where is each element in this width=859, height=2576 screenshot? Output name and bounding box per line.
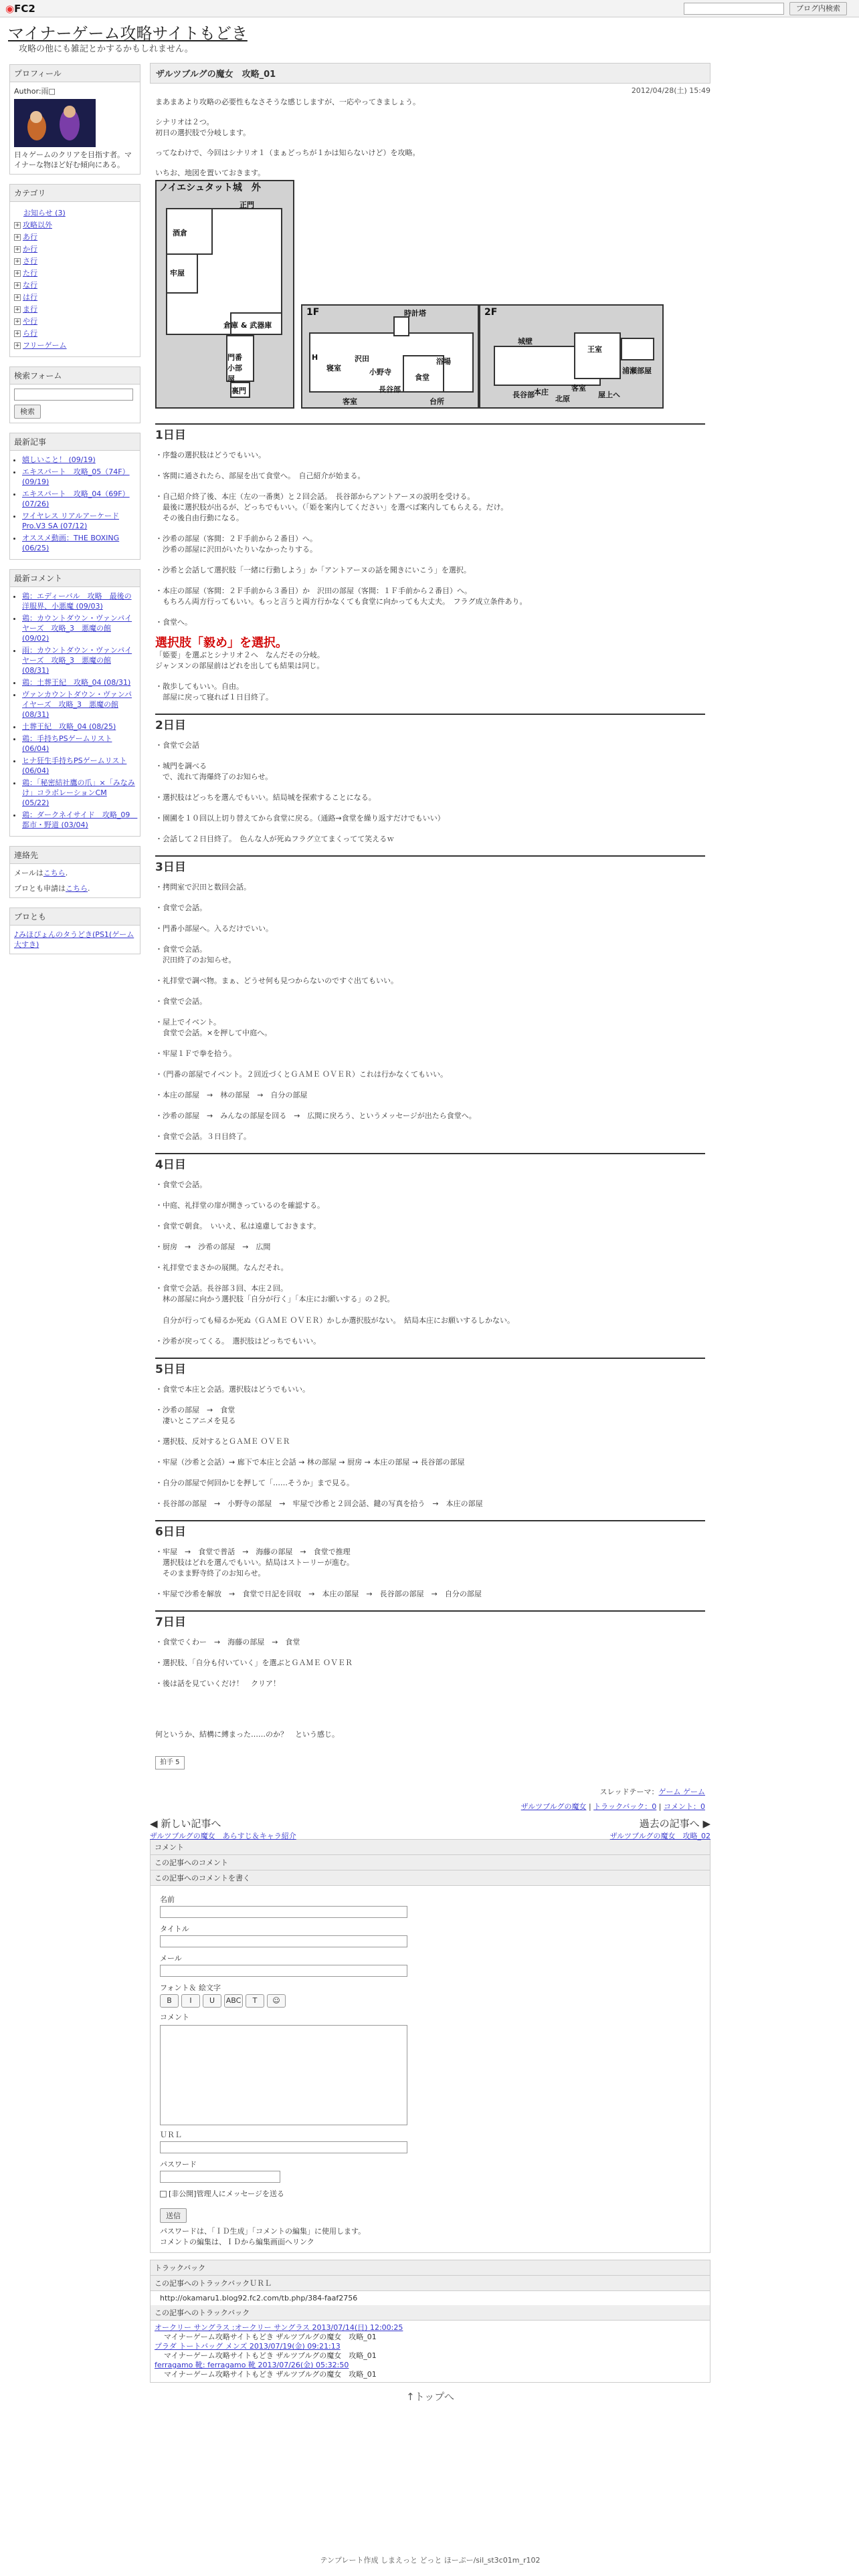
castle-outer-map [155,180,294,409]
category-item[interactable] [14,280,136,290]
map-label: 時計塔 [404,309,426,318]
list-item-link[interactable]: ヒナ狂生手持ちPSゲームリスト (06/04) [22,756,127,775]
entry-trackback-link[interactable]: トラックバック：0 [593,1802,657,1811]
contact-heading: 連絡先 [10,847,140,864]
footer: テンプレート作成 しまえっと どっと ほーぷー/sil_st3c01m_r102 [320,2556,541,2565]
recent-comments-heading: 最新コメント [10,570,140,587]
entry-title[interactable]: ザルツブルグの魔女 攻略_01 [150,63,710,84]
step-item: ・屋上でイベント。 食堂で会話。×を押して中庭へ。 [155,1018,272,1037]
brotomo-heading: ブロとも [10,908,140,926]
list-item [22,810,136,830]
map-label: 王室 [587,345,602,354]
sidebar [9,64,140,964]
list-item [22,613,136,643]
contact-box: 連絡先 メールはこちら. ブロとも申請はこちら. [9,846,140,898]
category-item[interactable] [14,292,136,302]
step-item: ・牢屋１Ｆで拳を拾う。 [155,1049,236,1058]
trackback-link[interactable]: オークリー サングラス :オークリー サングラス 2013/07/14(日) 12:00:25 [155,2323,403,2332]
category-link[interactable]: フリーゲーム [23,341,67,350]
list-item [22,778,136,808]
pager [150,1812,710,1839]
map-label: 正門 [240,201,254,209]
format-button[interactable]: T [246,1994,264,2008]
font-label: フォント＆ 絵文字 [160,1983,221,1992]
day-section [155,1610,705,1689]
step-item: ・牢屋 → 食堂で普話 → 海藤の部屋 → 食堂で推理 選択肢はどれを選んでもいい。結局はストーリーが進む。 そのまま野寺終了のお知らせ。 [155,1547,354,1578]
search-form-box [9,366,140,423]
step-item: ・食堂で朝食。 いいえ、私は遠慮しておきます。 [155,1222,321,1230]
comment-label: コメント [160,2013,189,2022]
list-item [22,591,136,611]
category-list [14,208,136,350]
step-item: ・選択肢、反対するとＧＡＭＥ ＯＶＥＲ [155,1437,290,1446]
mail-field[interactable] [160,1965,407,1977]
castle-map [155,180,705,413]
format-button[interactable]: ABC [224,1994,243,2008]
expand-icon[interactable]: + [15,234,20,241]
contact-brotomo-link[interactable]: こちら [66,884,88,893]
profile-box [9,64,140,175]
walkthrough-sections [155,423,705,1689]
list-item-link[interactable]: ヴァンカウントダウン・ヴァンパイヤーズ 攻略_3 悪魔の館 (08/31) [22,690,132,719]
step-item: ・沙希の部屋 → みんなの部屋を回る → 広間に戻ろう、というメッセージが出たら食堂へ。 [155,1111,476,1120]
map-label: 寝室 [326,364,341,372]
category-link[interactable]: ま行 [23,305,37,314]
clap-button[interactable]: 拍手 5 [155,1756,185,1769]
list-item [22,756,136,776]
brotomo-link[interactable]: ♪みほぴょんのタうどき(PS1(ゲーム大すき) [14,930,134,949]
day-section [155,855,705,1142]
category-item[interactable] [14,256,136,266]
entry-body [150,97,710,1812]
map-label: 倉庫 & 武器庫 [223,321,272,330]
step-item: ・礼拝堂で調べ物。まぁ、どうせ何も見つからないのですぐ出てもいい。 [155,976,398,985]
step-item: ・自己紹介終了後、本庄（左の一番奥）と２回会話。 長谷部からアントアーヌの説明を受ける。 最後に選択肢が出るが、どっちでもいい。（「姫を案内してください」を選べば案内してもらえる。だけ。 その後自由行動になる。 [155,492,508,522]
category-item[interactable] [14,328,136,338]
expand-icon[interactable]: + [15,246,20,253]
step-item: ・中庭、礼拝堂の扉が開きっているのを確認する。 [155,1201,324,1210]
site-description: 攻略の他にも雑記とかするかもしれません。 [19,44,193,54]
floor2-title: 2F [484,307,498,318]
comment-textarea[interactable] [160,2025,407,2125]
step-item: ・会話して２日目終了。 色んな人が死ぬフラグ立てまくってて笑えるｗ [155,835,395,843]
step-item: ・沙希と会話して選択肢「一緒に行動しよう」か「アントアーヌの話を聞きにいこう」を選択。 [155,566,471,574]
older-entry-title[interactable]: ザルツブルグの魔女 攻略_02 [609,1832,710,1840]
step-item: ・散歩してもいい。自由。 部屋に戻って寝れば１日目終了。 [155,682,273,702]
floor1-clocktower [393,316,409,336]
category-item[interactable] [14,304,136,314]
map-label: 小野寺 [369,368,391,377]
list-item-link[interactable]: オススメ動画：THE BOXING (06/25) [22,534,120,552]
map-label: 牢屋 [170,269,185,278]
recent-posts-list [14,455,136,553]
trackback-link[interactable]: プラダ トートバッグ メンズ 2013/07/19(金) 09:21:13 [155,2342,341,2351]
category-link[interactable]: や行 [23,317,37,326]
day-section [155,714,705,845]
step-item: ・沙希の部屋 → 食堂 凄いとこアニメを見る [155,1406,236,1425]
map-label: 屋上へ [598,391,620,399]
expand-icon[interactable]: + [15,282,20,289]
entry-intro-1: まあまあより攻略の必要性もなさそうな感じしますが、一応やってきましょう。 [155,98,420,106]
trackback-url[interactable]: http://okamaru1.blog92.fc2.com/tb.php/384-faaf2756 [160,2294,358,2302]
list-item-link[interactable]: 鶏：土葬王紀 攻略_04 (08/31) [22,678,131,687]
name-field[interactable] [160,1906,407,1918]
title-field[interactable] [160,1935,407,1947]
step-item: ・序盤の選択肢はどうでもいい。 [155,451,266,459]
url-field[interactable] [160,2141,407,2153]
trackback-heading: トラックバック [151,2260,710,2276]
map-label: 浦瀬部屋 [622,366,652,375]
list-item-link[interactable]: 鶏：エディーバル 攻略 最後の洋服界、小悪魔 (09/03) [22,592,132,611]
site-title[interactable]: マイナーゲーム攻略サイトもどき [8,24,248,43]
category-item[interactable] [14,340,136,350]
expand-icon[interactable]: + [15,342,20,349]
map-label: 食堂 [415,373,430,382]
step-item: ・自分の部屋で何回かじを押して「……そうか」まで見る。 [155,1479,354,1487]
expand-icon[interactable]: + [15,222,20,229]
category-link[interactable]: あ行 [23,233,37,241]
step-item: ・客間に通されたら、部屋を出て食堂へ。 自己紹介が始まる。 [155,471,365,480]
comment-form-heading: この記事へのコメントを書く [151,1870,710,1886]
map-label: 城壁 [518,337,533,346]
sidebar-search-input[interactable] [14,389,133,401]
red-note: 「姫要」を選ぶとシナリオ２へ なんだその分岐。 [155,651,324,659]
step-item: ・食堂でくわー → 海藤の部屋 → 食堂 [155,1638,300,1646]
list-item-link[interactable]: 土葬王紀 攻略_04 (08/25) [22,722,116,731]
main-content [150,63,710,2403]
expand-icon[interactable]: + [15,330,20,337]
category-link[interactable]: は行 [23,293,37,302]
profile-text: 日々ゲームのクリアを目指す者。マイナーな物ほど好む傾向にある。 [14,150,132,169]
blog-search-input[interactable] [684,3,784,15]
format-button[interactable]: I [181,1994,200,2008]
step-item: ・拷問室で沢田と数回会話。 [155,883,251,891]
category-link[interactable]: な行 [23,281,37,290]
list-item-link[interactable]: 鶏：「秘密結社鷹の爪」×「みなみけ」コラボレーションCM (05/22) [22,778,135,807]
expand-icon[interactable]: + [15,306,20,313]
day-heading: 7日目 [155,1616,186,1629]
floor2-map [479,304,664,409]
floor2-throne [574,332,621,379]
entry-intro-4: いちお、地図を置いておきます。 [155,169,266,177]
day-heading: 4日目 [155,1158,186,1172]
list-item [22,734,136,754]
list-item-link[interactable]: 嬉しいこと！ (09/19) [22,455,96,464]
day-heading: 5日目 [155,1363,186,1376]
expand-icon[interactable]: + [15,258,20,265]
format-button[interactable]: U [203,1994,221,2008]
comment-section [150,1839,710,2253]
list-item-link[interactable]: 鶏：ダークネイサイド 攻略_09 都市・野道 (03/04) [22,811,138,829]
thread-theme: スレッドテーマ：ゲーム ゲーム [599,1788,705,1796]
profile-author: Author:雨□ [14,87,56,96]
step-item: ・牢屋で沙希を解放 → 食堂で日記を回収 → 本庄の部屋 → 長谷部の部屋 → 自分の部屋 [155,1590,482,1598]
category-link[interactable]: ら行 [23,329,37,338]
floor1-map [301,304,479,409]
floor1-title: 1F [306,307,320,318]
step-item: ・食堂で会話。 [155,1180,207,1189]
trackback-link[interactable]: ferragamo 靴: ferragamo 靴 2013/07/26(金) 05:32:50 [155,2361,349,2369]
contact-brotomo-text: ブロとも申請は [14,884,66,893]
list-item [22,467,136,487]
day-section [155,1153,705,1347]
contact-mail-text: メールは [14,869,43,877]
list-item [22,689,136,720]
comment-list-heading: この記事へのコメント [151,1855,710,1870]
list-item [22,511,136,531]
day-heading: 1日目 [155,429,186,442]
step-item: ・沙希が戻ってくる。 選択肢はどっちでもいい。 [155,1337,321,1346]
step-item: ・本庄の部屋（客間：２Ｆ手前から３番目）か 沢田の部屋（客間：１Ｆ手前から２番目）へ。 もちろん両方行ってもいい。もっと言うと両方行かなくても食堂に向かっても大丈夫。 フラグ成立条件あり。 [155,586,527,606]
day-heading: 2日目 [155,719,186,732]
trackback-list [151,2321,710,2382]
step-item: ・門番小部屋へ。入るだけでいい。 [155,924,273,933]
password-field[interactable] [160,2171,280,2183]
day-heading: 6日目 [155,1525,186,1539]
step-item: ・園圃を１０回以上切り替えてから食堂に戻る。（通路→食堂を繰り返すだけでもいい） [155,814,445,823]
format-button[interactable]: ☺ [267,1994,286,2008]
map-label: H [312,353,318,362]
format-toolbar [160,1994,700,2008]
step-item: ・食堂で会話。長谷部３回、本庄２回。 林の部屋に向かう選択肢「自分が行く」「本庄にお願いする」の２択。 自分が行っても帰るか死ぬ（ＧＡＭＥ ＯＶＥＲ）かしか選択肢がない。 結局本庄にお願いするしかない。 [155,1284,514,1325]
expand-icon[interactable]: + [15,270,20,277]
map-label: 台所 [430,397,444,406]
list-item-link[interactable]: エキスパート 攻略_04（69F） (07/26) [22,490,130,508]
thread-theme-link[interactable]: ゲーム ゲーム [658,1788,705,1796]
list-item-link[interactable]: 鶏：手持ちPSゲームリスト (06/04) [22,734,112,753]
search-form-heading: 検索フォーム [10,367,140,385]
list-item [22,455,136,465]
red-sub-note: ジャンヌンの部屋前はどれを出しても結果は同じ。 [155,661,324,670]
map-label: 北原 [555,395,570,403]
map-label: 浴場 [436,357,451,366]
recent-posts-box [9,433,140,560]
map-label: 長谷部 [512,391,535,399]
profile-heading: プロフィール [10,65,140,82]
day-section [155,1358,705,1509]
category-item[interactable] [23,208,136,218]
trackback-text: マイナーゲーム攻略サイトもどき ザルツブルグの魔女 攻略_01 [164,2333,377,2341]
step-item: ・食堂で会話 [155,741,199,750]
category-link[interactable]: お知らせ (3) [23,209,66,217]
category-link[interactable]: か行 [23,245,37,253]
category-box [9,184,140,357]
map-label: 客室 [343,397,357,406]
step-item: ・選択肢はどっちを選んでもいい。結局城を探索することになる。 [155,793,376,802]
step-item: ・礼拝堂でまさかの展開。なんだそれ。 [155,1263,288,1272]
map-label: 沢田 [355,354,369,363]
category-item[interactable] [14,268,136,278]
list-item [22,489,136,509]
day-section [155,423,705,703]
step-item: ・食堂で会話。３日目終了。 [155,1132,251,1141]
entry-meta: ザルツブルグの魔女 | トラックバック：0 | コメント：0 [520,1802,705,1811]
format-button[interactable]: B [160,1994,179,2008]
step-item: ・食堂へ。 [155,618,192,627]
step-item: 選択肢「毅め」を選択。 [155,636,288,650]
recent-comments-box [9,569,140,837]
password-note: パスワードは、「ＩＤ生成」「コメントの編集」に使用します。 [160,2227,366,2236]
recent-posts-heading: 最新記事 [10,433,140,451]
newer-entry-title[interactable]: ザルツブルグの魔女 あらすじ＆キャラ紹介 [150,1832,296,1840]
entry-date: 2012/04/28(土) 15:49 [631,86,710,95]
castle-map-title: ノイエシュタット城 外 [159,183,261,193]
brotomo-box [9,907,140,954]
step-item: ・厨房 → 沙希の部屋 → 広間 [155,1243,271,1251]
edit-note: コメントの編集は、ＩＤから編集画面へリンク [160,2238,314,2246]
entry-category-link[interactable]: ザルツブルグの魔女 [520,1802,587,1811]
private-checkbox[interactable] [160,2191,167,2197]
name-label: 名前 [160,1895,175,1904]
category-heading: カテゴリ [10,185,140,202]
trackback-text: マイナーゲーム攻略サイトもどき ザルツブルグの魔女 攻略_01 [164,2370,377,2379]
trackback-list-label: この記事へのトラックバック [151,2305,710,2321]
step-item: ・城門を調べる で、流れて海爆終了のお知らせ。 [155,762,273,781]
submit-button[interactable]: 送信 [160,2208,187,2223]
map-label: 本庄 [534,388,549,397]
list-item [22,677,136,687]
entry-comment-link[interactable]: コメント：0 [664,1802,705,1811]
expand-icon[interactable]: + [15,318,20,325]
step-item: ・牢屋（沙希と会話）→ 廊下で本庄と会話 → 林の部屋 → 厨房 → 本庄の部屋 → 長谷部の部屋 [155,1458,465,1467]
category-item[interactable] [14,316,136,326]
entry-intro-2: シナリオは２つ。 初日の選択肢で分岐します。 [155,118,251,137]
trackback-text: マイナーゲーム攻略サイトもどき ザルツブルグの魔女 攻略_01 [164,2351,377,2360]
step-item: ・長谷部の部屋 → 小野寺の部屋 → 牢屋で沙希と２回会話、鍵の写真を拾う → 本庄の部屋 [155,1499,483,1508]
recent-comments-list [14,591,136,830]
mail-label: メール [160,1954,182,1963]
category-link[interactable]: 攻略以外 [23,221,52,229]
password-label: パスワード [160,2160,197,2169]
private-checkbox-row[interactable]: [非公開]管理人にメッセージを送る [160,2188,700,2199]
step-item: ・後は話を見ていくだけ！ クリア！ [155,1679,280,1688]
fc2-toolbar [0,0,859,17]
step-item: ・（門番の部屋でイベント。２回近づくとＧＡＭＥ ＯＶＥＲ）これは行かなくてもいい。 [155,1070,448,1079]
sidebar-search-button[interactable]: 検索 [14,405,41,419]
map-label: 裏門 [231,387,246,395]
step-item: ・沙希の部屋（客間：２Ｆ手前から２番目）へ。 沙希の部屋に沢田がいたりいなかったりする。 [155,534,317,554]
map-label: 客室 [571,384,586,393]
url-label: ＵＲＬ [160,2131,182,2139]
list-item [22,645,136,675]
step-item: ・本庄の部屋 → 林の部屋 → 自分の部屋 [155,1091,308,1099]
expand-icon[interactable]: + [15,294,20,301]
entry-outro: 何というか、結構に縛まった……のか？ という感じ。 [155,1730,339,1739]
floor2-bath [621,338,654,360]
back-to-top-link[interactable]: ↑トップへ [406,2391,454,2403]
step-item: ・食堂で会話。 沢田終了のお知らせ。 [155,945,236,964]
list-item-link[interactable]: 鶏：カウントダウン・ヴァンパイヤーズ 攻略_3 悪魔の館 (09/02) [22,614,132,643]
map-label: 長谷部 [379,385,401,394]
newer-entry-link[interactable]: ◀ 新しい記事へ [150,1818,221,1830]
step-item: ・食堂で本庄と会話。選択肢はどうでもいい。 [155,1385,310,1394]
day-heading: 3日目 [155,861,186,874]
map-label: 門番小部屋 [227,353,242,383]
list-item [22,722,136,732]
list-item-link[interactable]: エキスパート 攻略_05（74F） (09/19) [22,467,130,486]
avatar [14,99,96,147]
step-item: ・食堂で会話。 [155,997,207,1006]
step-item: ・食堂で会話。 [155,903,207,912]
category-item[interactable] [14,220,136,230]
list-item-link[interactable]: ワイヤレス リアルアーケードPro.V3 SA (07/12) [22,512,119,530]
contact-mail-link[interactable]: こちら [43,869,66,877]
fc2-logo[interactable]: ◉FC2 [5,3,35,15]
trackback-url-label: この記事へのトラックバックＵＲＬ [151,2276,710,2291]
list-item-link[interactable]: 雨：カウントダウン・ヴァンパイヤーズ 攻略_3 悪魔の館 (08/31) [22,646,132,675]
comment-heading: コメント [151,1840,710,1855]
older-entry-link[interactable]: 過去の記事へ ▶ [639,1818,710,1830]
category-item[interactable] [14,244,136,254]
title-label: タイトル [160,1925,189,1933]
trackback-section [150,2260,710,2383]
category-link[interactable]: さ行 [23,257,37,265]
comment-form [151,1886,710,2252]
entry-intro-3: ってなわけで、今回はシナリオ１（まぁどっちが１かは知らないけど）を攻略。 [155,148,420,157]
category-link[interactable]: た行 [23,269,37,278]
blog-search-button[interactable]: ブログ内検索 [789,2,847,15]
step-item: ・選択肢、「自分も付いていく」を選ぶとＧＡＭＥ ＯＶＥＲ [155,1658,353,1667]
day-section [155,1520,705,1600]
list-item [22,533,136,553]
category-item[interactable] [14,232,136,242]
map-label: 酒倉 [173,229,187,237]
